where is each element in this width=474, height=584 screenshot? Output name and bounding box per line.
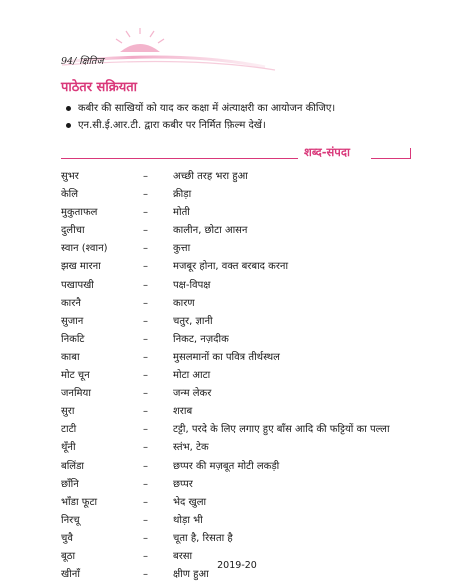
vocab-separator: – — [143, 189, 148, 201]
vocab-row — [61, 277, 461, 295]
activity-title: पाठेतर सक्रियता — [61, 80, 138, 95]
vocab-meaning: अच्छी तरह भरा हुआ — [173, 171, 248, 182]
vocab-meaning: निकट, नज़दीक — [173, 333, 229, 345]
vocab-meaning: टट्टी, परदे के लिए लगाए हुए बाँस आदि की फट्टियों का पल्ला — [173, 424, 390, 436]
vocab-term: निरचू — [61, 514, 80, 526]
vocab-term: काबा — [61, 351, 80, 363]
vocab-separator: – — [143, 532, 148, 544]
vocabulary-heading-row — [61, 145, 411, 163]
vocab-row — [61, 403, 461, 421]
vocab-separator: – — [143, 550, 148, 562]
vocab-term: निकटि — [61, 333, 85, 345]
vocab-meaning: बरसा — [173, 550, 193, 562]
vocab-term: थूँनी — [61, 442, 76, 454]
vocab-row — [61, 258, 461, 276]
vocab-row — [61, 530, 461, 548]
vocab-meaning: छप्पर की मज़बूत मोटी लकड़ी — [173, 460, 280, 472]
vocab-separator: – — [143, 225, 148, 237]
vocab-meaning: कुत्ता — [173, 243, 191, 255]
activity-bullet-list — [64, 100, 335, 134]
vocab-term: कारनै — [61, 297, 81, 309]
vocab-separator: – — [143, 171, 148, 182]
vocab-term: मोट चून — [61, 370, 90, 382]
vocab-meaning: मुसलमानों का पवित्र तीर्थस्थल — [173, 351, 280, 363]
vocab-separator: – — [143, 496, 148, 508]
vocab-separator: – — [143, 442, 148, 454]
vocab-meaning: शराब — [173, 406, 193, 418]
vocab-meaning: कारण — [173, 297, 195, 309]
vocab-term: सुजान — [61, 315, 84, 327]
vocab-row — [61, 367, 461, 385]
vocab-term: जनमिया — [61, 388, 91, 400]
vocab-row — [61, 168, 461, 186]
sun-icon — [116, 28, 164, 52]
vocab-row — [61, 421, 461, 439]
vocab-row — [61, 476, 461, 494]
vocabulary-heading: शब्द-संपदा — [304, 145, 350, 159]
vocab-separator: – — [143, 424, 148, 436]
vocab-meaning: मजबूर होना, वक्त बरबाद करना — [173, 261, 289, 273]
page-label: 94/ क्षितिज — [61, 56, 104, 67]
page-footer-year: 2019-20 — [217, 560, 257, 571]
vocab-row — [61, 349, 461, 367]
vocab-term: टाटी — [61, 424, 77, 436]
activity-bullet: एन.सी.ई.आर.टी. द्वारा कबीर पर निर्मित फ़िल्म देखें। — [64, 117, 335, 134]
vocab-row — [61, 385, 461, 403]
vocab-row — [61, 204, 461, 222]
vocab-term: चुवै — [61, 532, 73, 544]
vocab-meaning: पक्ष-विपक्ष — [173, 279, 211, 291]
vocab-separator: – — [143, 406, 148, 418]
header-decoration — [0, 0, 474, 80]
vocab-meaning: कालीन, छोटा आसन — [173, 225, 248, 237]
vocab-term: सुभर — [61, 171, 79, 182]
vocab-meaning: मोटा आटा — [173, 370, 211, 382]
vocab-row — [61, 313, 461, 331]
vocab-separator: – — [143, 478, 148, 490]
vocab-separator: – — [143, 261, 148, 273]
vocab-separator: – — [143, 315, 148, 327]
vocab-separator: – — [143, 243, 148, 255]
vocab-separator: – — [143, 370, 148, 382]
vocab-separator: – — [143, 279, 148, 291]
vocab-meaning: छप्पर — [173, 478, 193, 490]
vocab-row — [61, 512, 461, 530]
page-header — [0, 0, 474, 80]
vocab-separator: – — [143, 297, 148, 309]
vocab-separator: – — [143, 351, 148, 363]
vocab-row — [61, 295, 461, 313]
divider — [371, 158, 411, 159]
vocab-meaning: क्षीण हुआ — [173, 569, 209, 581]
vocab-term: सुरा — [61, 406, 75, 418]
divider — [61, 158, 298, 159]
vocab-term: भाँडा फूटा — [61, 496, 98, 508]
vocab-meaning: चतुर, ज्ञानी — [173, 315, 213, 327]
vocab-row — [61, 331, 461, 349]
vocab-row — [61, 240, 461, 258]
vocab-term: दुलीचा — [61, 225, 85, 237]
vocab-term: बलिंडा — [61, 460, 85, 472]
vocab-term: छाँनि — [61, 478, 79, 490]
vocab-row — [61, 222, 461, 240]
vocab-row — [61, 458, 461, 476]
vocab-separator: – — [143, 388, 148, 400]
vocabulary-list — [61, 168, 461, 584]
vocab-term: पखापखी — [61, 279, 94, 291]
vocab-separator: – — [143, 333, 148, 345]
vocab-term: झख मारना — [61, 261, 101, 273]
vocab-term: मुकुताफल — [61, 207, 98, 219]
vocab-separator: – — [143, 207, 148, 219]
vocab-row — [61, 494, 461, 512]
vocab-meaning: क्रीड़ा — [173, 189, 192, 201]
vocab-meaning: स्तंभ, टेक — [173, 442, 209, 454]
vocab-term: बूठा — [61, 550, 76, 562]
vocab-meaning: मोती — [173, 207, 190, 219]
vocab-separator: – — [143, 514, 148, 526]
vocab-row — [61, 439, 461, 457]
vocab-row — [61, 186, 461, 204]
vocab-meaning: थोड़ा भी — [173, 514, 203, 526]
vocab-meaning: भेद खुला — [173, 496, 207, 508]
vocab-term: स्वान (श्वान) — [61, 243, 108, 255]
vocab-meaning: जन्म लेकर — [173, 388, 212, 400]
vocab-term: केलि — [61, 189, 79, 201]
vocab-meaning: चूता है, रिसता है — [173, 532, 233, 544]
activity-bullet: कबीर की साखियों को याद कर कक्षा में अंत्याक्षरी का आयोजन कीजिए। — [64, 100, 335, 117]
vocab-separator: – — [143, 569, 148, 581]
divider — [410, 148, 411, 159]
vocab-term: खीनाँ — [61, 569, 80, 581]
vocab-separator: – — [143, 460, 148, 472]
